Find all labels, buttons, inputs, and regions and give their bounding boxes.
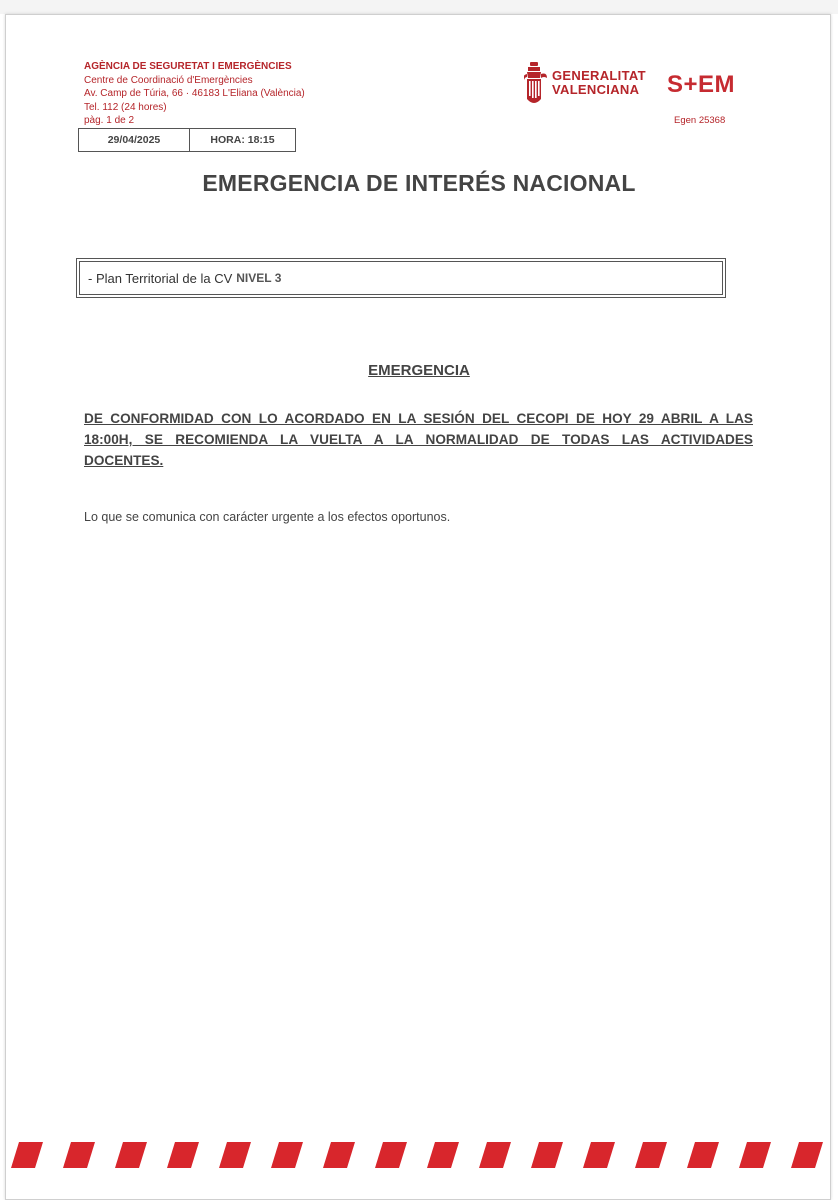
org-name: AGÈNCIA DE SEGURETAT I EMERGÈNCIES	[84, 61, 292, 72]
plan-box-inner	[79, 261, 723, 295]
page-title: EMERGENCIA DE INTERÉS NACIONAL	[202, 170, 636, 196]
page-number: pàg. 1 de 2	[84, 115, 135, 126]
date-value: 29/04/2025	[79, 129, 190, 151]
org-address: Av. Camp de Túria, 66 · 46183 L'Eliana (València)	[84, 88, 305, 99]
closing-text: Lo que se comunica con carácter urgente a los efectos oportunos.	[84, 510, 451, 524]
date-time-box	[78, 128, 296, 152]
time-value: HORA: 18:15	[210, 134, 275, 146]
reference-code: Egen 25368	[674, 115, 726, 126]
plan-level: NIVEL 3	[236, 271, 282, 285]
hazard-stripe	[5, 1142, 831, 1168]
org-phone: Tel. 112 (24 hores)	[84, 101, 167, 113]
plan-label: - Plan Territorial de la CV	[88, 270, 233, 286]
generalitat-logo-text	[552, 69, 646, 97]
logo-line-1: GENERALITAT	[552, 68, 646, 83]
notice-text: DE CONFORMIDAD CON LO ACORDADO EN LA SESIÓN DEL CECOPI DE HOY 29 ABRIL A LAS 18:00H, SE RECOMIENDA LA VUELTA A LA NORMALIDAD DE TODAS LAS ACTIVIDADES DOCENTES.	[84, 411, 753, 468]
section-heading: EMERGENCIA	[368, 362, 470, 379]
logo-line-2: VALENCIANA	[552, 82, 640, 97]
org-block	[84, 60, 305, 128]
sem-logo: S+EM	[667, 71, 736, 98]
org-center: Centre de Coordinació d'Emergències	[84, 74, 253, 86]
top-strip	[0, 0, 838, 14]
plan-box	[76, 258, 726, 298]
